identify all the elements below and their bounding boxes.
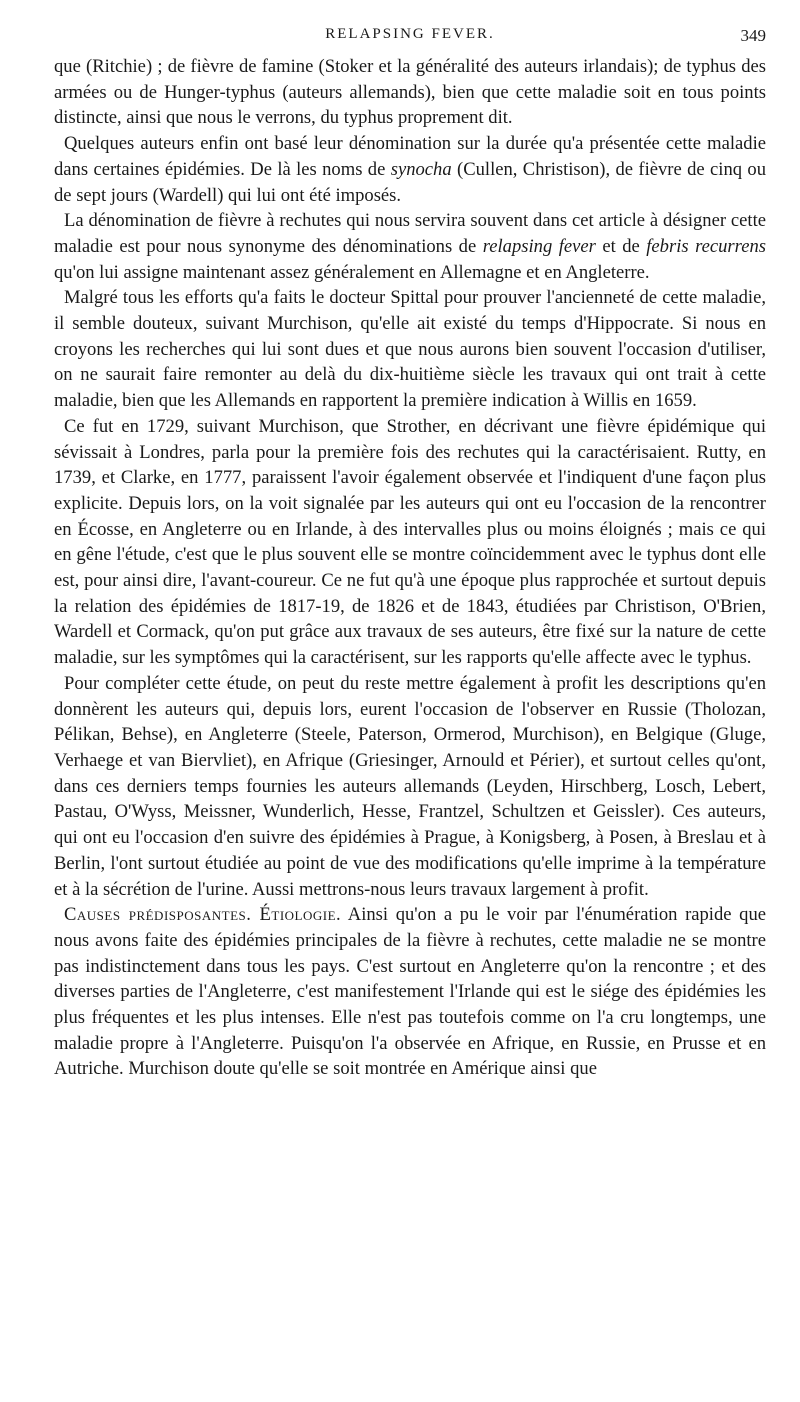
- paragraph: [54, 414, 766, 671]
- text-run: Malgré tous les efforts qu'a faits le docteur Spittal pour prouver l'ancienneté de cette maladie, il semble douteux, suivant Murchison, qu'elle ait existé du temps d'Hippocrate. Si nous en croyons les recherches qui lui sont dues et que nous aurons bien souvent l'occasion d'utiliser, on ne saurait faire remonter au delà du dix-huitième siècle les travaux qui ont trait à cette maladie, bien que les Allemands en rapportent la première indication à Willis en 1659.: [54, 287, 766, 412]
- text-run: que (Ritchie) ; de fièvre de famine (Stoker et la généralité des auteurs irlandais); de typhus des armées ou de Hunger-typhus (auteurs allemands), bien que cette maladie soit en tous points distincte, ainsi que nous le verrons, du typhus proprement dit.: [54, 56, 766, 129]
- paragraph: [54, 902, 766, 1082]
- paragraph: [54, 671, 766, 902]
- text-run: Ainsi qu'on a pu le voir par l'énumération rapide que nous avons faite des épidémies principales de la fièvre à rechutes, cette maladie ne se montre pas indistinctement dans tous les pays. C'est surtout en Angleterre qu'on la rencontre ; et des diverses parties de l'Angleterre, c'est manifestement l'Irlande qui est le siége des épidémies les plus fréquentes et les plus intenses. Elle n'est pas toutefois comme on l'a cru longtemps, une maladie propre à l'Angleterre. Puisqu'on l'a observée en Afrique, en Russie, en Prusse et en Autriche. Murchison doute qu'elle se soit montrée en Amérique ainsi que: [54, 904, 767, 1080]
- italic-term: febris recurrens: [646, 235, 767, 257]
- document-page: [54, 26, 766, 1082]
- paragraph: [54, 54, 766, 131]
- text-run: Pour compléter cette étude, on peut du reste mettre également à profit les descriptions qu'en donnèrent les auteurs qui, depuis lors, eurent l'occasion de l'observer en Russie (Tholozan, Pélikan, Behse), en Angleterre (Steele, Paterson, Ormerod, Murchison), en Belgique (Gluge, Verhaege et van Biervliet), en Afrique (Griesinger, Arnould et Périer), et surtout celles qu'ont, dans ces derniers temps fournies les auteurs allemands (Leyden, Hirschberg, Losch, Lebert, Pastau, O'Wyss, Meissner, Wunderlich, Hesse, Frantzel, Schultzen et Geissler). Ces auteurs, qui ont eu l'occasion d'en suivre des épidémies à Prague, à Konigsberg, à Posen, à Breslau et à Berlin, l'ont surtout étudiée au point de vue des modifications qu'elle imprime à la température et à la sécrétion de l'urine. Aussi mettrons-nous leurs travaux largement à profit.: [54, 672, 766, 900]
- text-run: La dénomination de fièvre à rechutes qui nous servira souvent dans cet article à désigner cette maladie est pour nous synonyme des dénominations de: [54, 210, 766, 257]
- section-heading: Causes prédisposantes. Étiologie.: [64, 904, 342, 926]
- italic-term: relapsing fever: [482, 235, 596, 257]
- text-run: qu'on lui assigne maintenant assez généralement en Allemagne et en Angleterre.: [54, 261, 650, 283]
- running-head: [54, 26, 766, 54]
- page-number: 349: [740, 26, 766, 45]
- text-run: (Cullen, Christison), de fièvre de cinq ou de sept jours (Wardell) qui lui ont été imposés.: [54, 158, 766, 206]
- paragraph: [54, 285, 766, 414]
- text-run: Quelques auteurs enfin ont basé leur dénomination sur la durée qu'a présentée cette maladie dans certaines épidémies. De là les noms de: [54, 133, 766, 180]
- paragraph: [54, 131, 766, 208]
- paragraph: [54, 208, 766, 285]
- text-run: et de: [595, 235, 647, 257]
- italic-term: synocha: [390, 158, 452, 180]
- running-title: RELAPSING FEVER.: [325, 26, 495, 42]
- body-text: [54, 54, 766, 1082]
- text-run: Ce fut en 1729, suivant Murchison, que Strother, en décrivant une fièvre épidémique qui sévissait à Londres, parla pour la première fois des rechutes qui la caractérisaient. Rutty, en 1739, et Clarke, en 1777, paraissent l'avoir également observée et l'indiquent d'une façon plus explicite. Depuis lors, on la voit signalée par les auteurs qui ont eu l'occasion de la rencontrer en Écosse, en Angleterre ou en Irlande, à des intervalles plus ou moins éloignés ; mais ce qui en gêne l'étude, c'est que le plus souvent elle se montre coïncidemment avec le typhus dont elle est, pour ainsi dire, l'avant-coureur. Ce ne fut qu'à une époque plus rapprochée et surtout depuis la relation des épidémies de 1817-19, de 1826 et de 1843, étudiées par Christison, O'Brien, Wardell et Cormack, qu'on put grâce aux travaux de ses auteurs, être fixé sur la nature de cette maladie, sur les symptômes qui la caractérisent, sur les rapports qu'elle affecte avec le typhus.: [54, 415, 766, 669]
